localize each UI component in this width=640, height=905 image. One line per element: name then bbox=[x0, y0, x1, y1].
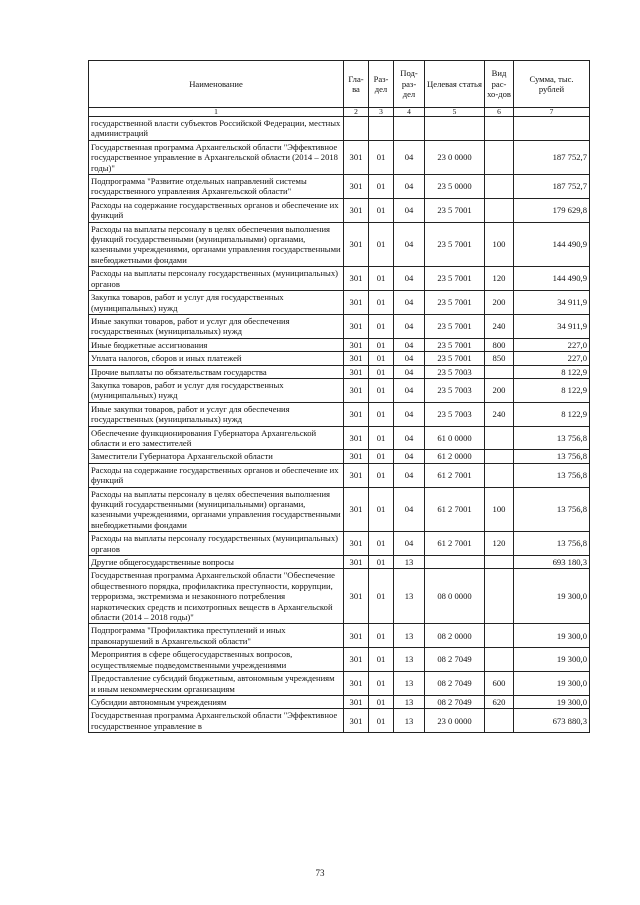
table-row bbox=[89, 672, 590, 696]
row-celevaya: 61 0 0000 bbox=[425, 426, 485, 450]
row-vid: 800 bbox=[485, 338, 514, 351]
row-summa: 19 300,0 bbox=[514, 695, 590, 708]
row-celevaya: 23 5 7001 bbox=[425, 222, 485, 267]
row-vid: 100 bbox=[485, 222, 514, 267]
row-celevaya bbox=[425, 556, 485, 569]
table-row bbox=[89, 222, 590, 267]
row-razdel: 01 bbox=[369, 338, 394, 351]
row-name: Иные бюджетные ассигнования bbox=[89, 338, 344, 351]
row-celevaya: 23 5 7001 bbox=[425, 198, 485, 222]
table-row bbox=[89, 338, 590, 351]
row-podrazdel: 04 bbox=[394, 532, 425, 556]
row-glava: 301 bbox=[344, 314, 369, 338]
row-name: Обеспечение функционирования Губернатора Архангельской области и его заместителей bbox=[89, 426, 344, 450]
row-podrazdel: 04 bbox=[394, 338, 425, 351]
row-name: Другие общегосударственные вопросы bbox=[89, 556, 344, 569]
row-glava: 301 bbox=[344, 338, 369, 351]
row-razdel: 01 bbox=[369, 175, 394, 199]
row-name: Прочие выплаты по обязательствам государства bbox=[89, 365, 344, 378]
row-name: Уплата налогов, сборов и иных платежей bbox=[89, 352, 344, 365]
row-vid bbox=[485, 198, 514, 222]
row-celevaya: 23 5 0000 bbox=[425, 175, 485, 199]
row-celevaya: 23 5 7003 bbox=[425, 402, 485, 426]
row-razdel bbox=[369, 117, 394, 141]
row-celevaya: 23 5 7001 bbox=[425, 338, 485, 351]
row-vid: 120 bbox=[485, 532, 514, 556]
row-razdel: 01 bbox=[369, 463, 394, 487]
row-glava: 301 bbox=[344, 291, 369, 315]
row-summa: 13 756,8 bbox=[514, 463, 590, 487]
row-podrazdel: 04 bbox=[394, 450, 425, 463]
row-summa: 19 300,0 bbox=[514, 624, 590, 648]
col-index: 3 bbox=[369, 108, 394, 117]
row-vid: 240 bbox=[485, 402, 514, 426]
row-celevaya: 23 5 7001 bbox=[425, 267, 485, 291]
row-name: Государственная программа Архангельской области "Обеспечение общественного порядка, профилактика преступности, коррупции, терроризма, экстремизма и незаконного потребления наркотических средств и психотропных веществ в Архангельской области (2014 – 2018 годы)" bbox=[89, 569, 344, 624]
row-razdel: 01 bbox=[369, 365, 394, 378]
row-glava: 301 bbox=[344, 624, 369, 648]
row-celevaya: 08 2 7049 bbox=[425, 672, 485, 696]
row-podrazdel: 04 bbox=[394, 314, 425, 338]
budget-table bbox=[88, 60, 590, 733]
col-header-vid: Вид рас-хо-дов bbox=[485, 61, 514, 108]
table-row bbox=[89, 450, 590, 463]
row-razdel: 01 bbox=[369, 672, 394, 696]
row-glava bbox=[344, 117, 369, 141]
table-row bbox=[89, 402, 590, 426]
row-razdel: 01 bbox=[369, 314, 394, 338]
column-index-row bbox=[89, 108, 590, 117]
row-podrazdel: 04 bbox=[394, 140, 425, 174]
col-index: 2 bbox=[344, 108, 369, 117]
row-summa: 179 629,8 bbox=[514, 198, 590, 222]
row-summa: 144 490,9 bbox=[514, 267, 590, 291]
table-row bbox=[89, 556, 590, 569]
row-celevaya: 23 0 0000 bbox=[425, 140, 485, 174]
table-row bbox=[89, 291, 590, 315]
row-podrazdel: 04 bbox=[394, 267, 425, 291]
row-glava: 301 bbox=[344, 198, 369, 222]
col-header-summa: Сумма, тыс. рублей bbox=[514, 61, 590, 108]
row-podrazdel: 13 bbox=[394, 709, 425, 733]
row-vid bbox=[485, 463, 514, 487]
row-glava: 301 bbox=[344, 365, 369, 378]
row-vid bbox=[485, 175, 514, 199]
row-summa: 187 752,7 bbox=[514, 140, 590, 174]
row-razdel: 01 bbox=[369, 569, 394, 624]
col-header-podrazdel: Под-раз-дел bbox=[394, 61, 425, 108]
row-razdel: 01 bbox=[369, 532, 394, 556]
col-index: 1 bbox=[89, 108, 344, 117]
col-index: 4 bbox=[394, 108, 425, 117]
page-number: 73 bbox=[315, 868, 325, 878]
table-row bbox=[89, 648, 590, 672]
row-razdel: 01 bbox=[369, 402, 394, 426]
row-summa: 19 300,0 bbox=[514, 569, 590, 624]
row-summa bbox=[514, 117, 590, 141]
row-razdel: 01 bbox=[369, 378, 394, 402]
row-razdel: 01 bbox=[369, 450, 394, 463]
row-name: Государственная программа Архангельской области "Эффективное государственное управление в Архангельской области (2014 – 2018 годы)" bbox=[89, 140, 344, 174]
table-row bbox=[89, 709, 590, 733]
row-summa: 8 122,9 bbox=[514, 365, 590, 378]
col-header-celevaya: Целевая статья bbox=[425, 61, 485, 108]
table-row bbox=[89, 532, 590, 556]
table-row bbox=[89, 117, 590, 141]
row-podrazdel: 04 bbox=[394, 487, 425, 532]
row-summa: 19 300,0 bbox=[514, 672, 590, 696]
table-row bbox=[89, 378, 590, 402]
row-summa: 187 752,7 bbox=[514, 175, 590, 199]
row-celevaya: 61 2 7001 bbox=[425, 532, 485, 556]
row-name: Предоставление субсидий бюджетным, автономным учреждениям и иным некоммерческим организациям bbox=[89, 672, 344, 696]
row-summa: 13 756,8 bbox=[514, 426, 590, 450]
row-podrazdel: 04 bbox=[394, 463, 425, 487]
row-podrazdel: 04 bbox=[394, 402, 425, 426]
row-name: Расходы на содержание государственных органов и обеспечение их функций bbox=[89, 198, 344, 222]
row-glava: 301 bbox=[344, 352, 369, 365]
col-index: 5 bbox=[425, 108, 485, 117]
row-vid: 600 bbox=[485, 672, 514, 696]
col-index: 6 bbox=[485, 108, 514, 117]
row-glava: 301 bbox=[344, 402, 369, 426]
row-glava: 301 bbox=[344, 556, 369, 569]
row-celevaya: 08 2 0000 bbox=[425, 624, 485, 648]
row-summa: 34 911,9 bbox=[514, 314, 590, 338]
row-glava: 301 bbox=[344, 426, 369, 450]
row-podrazdel: 04 bbox=[394, 426, 425, 450]
row-vid bbox=[485, 117, 514, 141]
row-name: Государственная программа Архангельской области "Эффективное государственное управление в bbox=[89, 709, 344, 733]
row-celevaya: 61 2 7001 bbox=[425, 463, 485, 487]
table-row bbox=[89, 175, 590, 199]
row-podrazdel: 13 bbox=[394, 648, 425, 672]
row-glava: 301 bbox=[344, 569, 369, 624]
row-vid bbox=[485, 426, 514, 450]
row-celevaya: 23 5 7001 bbox=[425, 314, 485, 338]
header-row bbox=[89, 61, 590, 108]
row-podrazdel bbox=[394, 117, 425, 141]
row-name: Мероприятия в сфере общегосударственных вопросов, осуществляемые подведомственными учреждениями bbox=[89, 648, 344, 672]
row-glava: 301 bbox=[344, 463, 369, 487]
row-summa: 227,0 bbox=[514, 338, 590, 351]
row-podrazdel: 13 bbox=[394, 672, 425, 696]
row-summa: 8 122,9 bbox=[514, 402, 590, 426]
row-glava: 301 bbox=[344, 695, 369, 708]
row-celevaya: 23 5 7001 bbox=[425, 291, 485, 315]
table-row bbox=[89, 695, 590, 708]
row-name: Иные закупки товаров, работ и услуг для обеспечения государственных (муниципальных) нужд bbox=[89, 314, 344, 338]
table-row bbox=[89, 463, 590, 487]
row-summa: 34 911,9 bbox=[514, 291, 590, 315]
row-vid bbox=[485, 648, 514, 672]
row-vid: 850 bbox=[485, 352, 514, 365]
row-vid: 240 bbox=[485, 314, 514, 338]
row-razdel: 01 bbox=[369, 648, 394, 672]
row-razdel: 01 bbox=[369, 709, 394, 733]
row-summa: 13 756,8 bbox=[514, 532, 590, 556]
row-celevaya: 23 5 7003 bbox=[425, 365, 485, 378]
row-celevaya: 23 0 0000 bbox=[425, 709, 485, 733]
row-podrazdel: 13 bbox=[394, 695, 425, 708]
row-glava: 301 bbox=[344, 450, 369, 463]
row-summa: 13 756,8 bbox=[514, 450, 590, 463]
row-summa: 8 122,9 bbox=[514, 378, 590, 402]
row-glava: 301 bbox=[344, 672, 369, 696]
row-summa: 673 880,3 bbox=[514, 709, 590, 733]
row-razdel: 01 bbox=[369, 556, 394, 569]
table-row bbox=[89, 487, 590, 532]
row-podrazdel: 04 bbox=[394, 352, 425, 365]
row-celevaya: 61 2 7001 bbox=[425, 487, 485, 532]
row-podrazdel: 04 bbox=[394, 198, 425, 222]
row-celevaya: 23 5 7001 bbox=[425, 352, 485, 365]
row-name: Подпрограмма "Профилактика преступлений и иных правонарушений в Архангельской области" bbox=[89, 624, 344, 648]
row-glava: 301 bbox=[344, 709, 369, 733]
row-razdel: 01 bbox=[369, 140, 394, 174]
row-vid: 620 bbox=[485, 695, 514, 708]
row-podrazdel: 04 bbox=[394, 291, 425, 315]
row-glava: 301 bbox=[344, 175, 369, 199]
row-podrazdel: 13 bbox=[394, 569, 425, 624]
row-razdel: 01 bbox=[369, 291, 394, 315]
col-header-razdel: Раз-дел bbox=[369, 61, 394, 108]
row-name: Иные закупки товаров, работ и услуг для обеспечения государственных (муниципальных) нужд bbox=[89, 402, 344, 426]
row-razdel: 01 bbox=[369, 624, 394, 648]
table-body bbox=[89, 117, 590, 733]
row-vid bbox=[485, 450, 514, 463]
row-name: Заместители Губернатора Архангельской области bbox=[89, 450, 344, 463]
col-header-glava: Гла-ва bbox=[344, 61, 369, 108]
table-row bbox=[89, 267, 590, 291]
row-celevaya: 08 0 0000 bbox=[425, 569, 485, 624]
row-name: Расходы на выплаты персоналу в целях обеспечения выполнения функций государственными (муниципальными) органами, казенными учреждениями, органами управления государственными внебюджетными фондами bbox=[89, 222, 344, 267]
row-razdel: 01 bbox=[369, 695, 394, 708]
row-celevaya bbox=[425, 117, 485, 141]
col-header-name: Наименование bbox=[89, 61, 344, 108]
row-razdel: 01 bbox=[369, 267, 394, 291]
row-vid: 200 bbox=[485, 378, 514, 402]
col-index: 7 bbox=[514, 108, 590, 117]
row-celevaya: 08 2 7049 bbox=[425, 695, 485, 708]
row-podrazdel: 13 bbox=[394, 556, 425, 569]
row-razdel: 01 bbox=[369, 352, 394, 365]
table-row bbox=[89, 140, 590, 174]
row-vid bbox=[485, 709, 514, 733]
table-row bbox=[89, 352, 590, 365]
table-row bbox=[89, 426, 590, 450]
row-vid bbox=[485, 365, 514, 378]
table-row bbox=[89, 365, 590, 378]
row-vid bbox=[485, 140, 514, 174]
row-name: Расходы на выплаты персоналу государственных (муниципальных) органов bbox=[89, 532, 344, 556]
row-podrazdel: 04 bbox=[394, 365, 425, 378]
row-summa: 227,0 bbox=[514, 352, 590, 365]
row-podrazdel: 04 bbox=[394, 378, 425, 402]
row-vid: 120 bbox=[485, 267, 514, 291]
row-celevaya: 23 5 7003 bbox=[425, 378, 485, 402]
row-name: Подпрограмма "Развитие отдельных направлений системы государственного управления Архангельской области" bbox=[89, 175, 344, 199]
row-razdel: 01 bbox=[369, 198, 394, 222]
row-glava: 301 bbox=[344, 487, 369, 532]
row-name: Расходы на выплаты персоналу в целях обеспечения выполнения функций государственными (муниципальными) органами, казенными учреждениями, органами управления государственными внебюджетными фондами bbox=[89, 487, 344, 532]
row-podrazdel: 04 bbox=[394, 222, 425, 267]
table-row bbox=[89, 198, 590, 222]
row-vid bbox=[485, 556, 514, 569]
row-vid: 100 bbox=[485, 487, 514, 532]
row-summa: 13 756,8 bbox=[514, 487, 590, 532]
row-glava: 301 bbox=[344, 532, 369, 556]
row-summa: 19 300,0 bbox=[514, 648, 590, 672]
row-name: Расходы на выплаты персоналу государственных (муниципальных) органов bbox=[89, 267, 344, 291]
row-summa: 693 180,3 bbox=[514, 556, 590, 569]
row-glava: 301 bbox=[344, 140, 369, 174]
row-vid bbox=[485, 624, 514, 648]
row-podrazdel: 04 bbox=[394, 175, 425, 199]
row-glava: 301 bbox=[344, 222, 369, 267]
row-name: Закупка товаров, работ и услуг для государственных (муниципальных) нужд bbox=[89, 291, 344, 315]
row-razdel: 01 bbox=[369, 487, 394, 532]
row-razdel: 01 bbox=[369, 426, 394, 450]
row-glava: 301 bbox=[344, 267, 369, 291]
row-glava: 301 bbox=[344, 378, 369, 402]
table-row bbox=[89, 569, 590, 624]
row-razdel: 01 bbox=[369, 222, 394, 267]
row-vid: 200 bbox=[485, 291, 514, 315]
table-row bbox=[89, 624, 590, 648]
row-celevaya: 08 2 7049 bbox=[425, 648, 485, 672]
row-vid bbox=[485, 569, 514, 624]
row-podrazdel: 13 bbox=[394, 624, 425, 648]
row-glava: 301 bbox=[344, 648, 369, 672]
row-celevaya: 61 2 0000 bbox=[425, 450, 485, 463]
row-name: Субсидии автономным учреждениям bbox=[89, 695, 344, 708]
row-name: Закупка товаров, работ и услуг для государственных (муниципальных) нужд bbox=[89, 378, 344, 402]
table-row bbox=[89, 314, 590, 338]
row-name: Расходы на содержание государственных органов и обеспечение их функций bbox=[89, 463, 344, 487]
row-summa: 144 490,9 bbox=[514, 222, 590, 267]
row-name: государственной власти субъектов Российской Федерации, местных администраций bbox=[89, 117, 344, 141]
